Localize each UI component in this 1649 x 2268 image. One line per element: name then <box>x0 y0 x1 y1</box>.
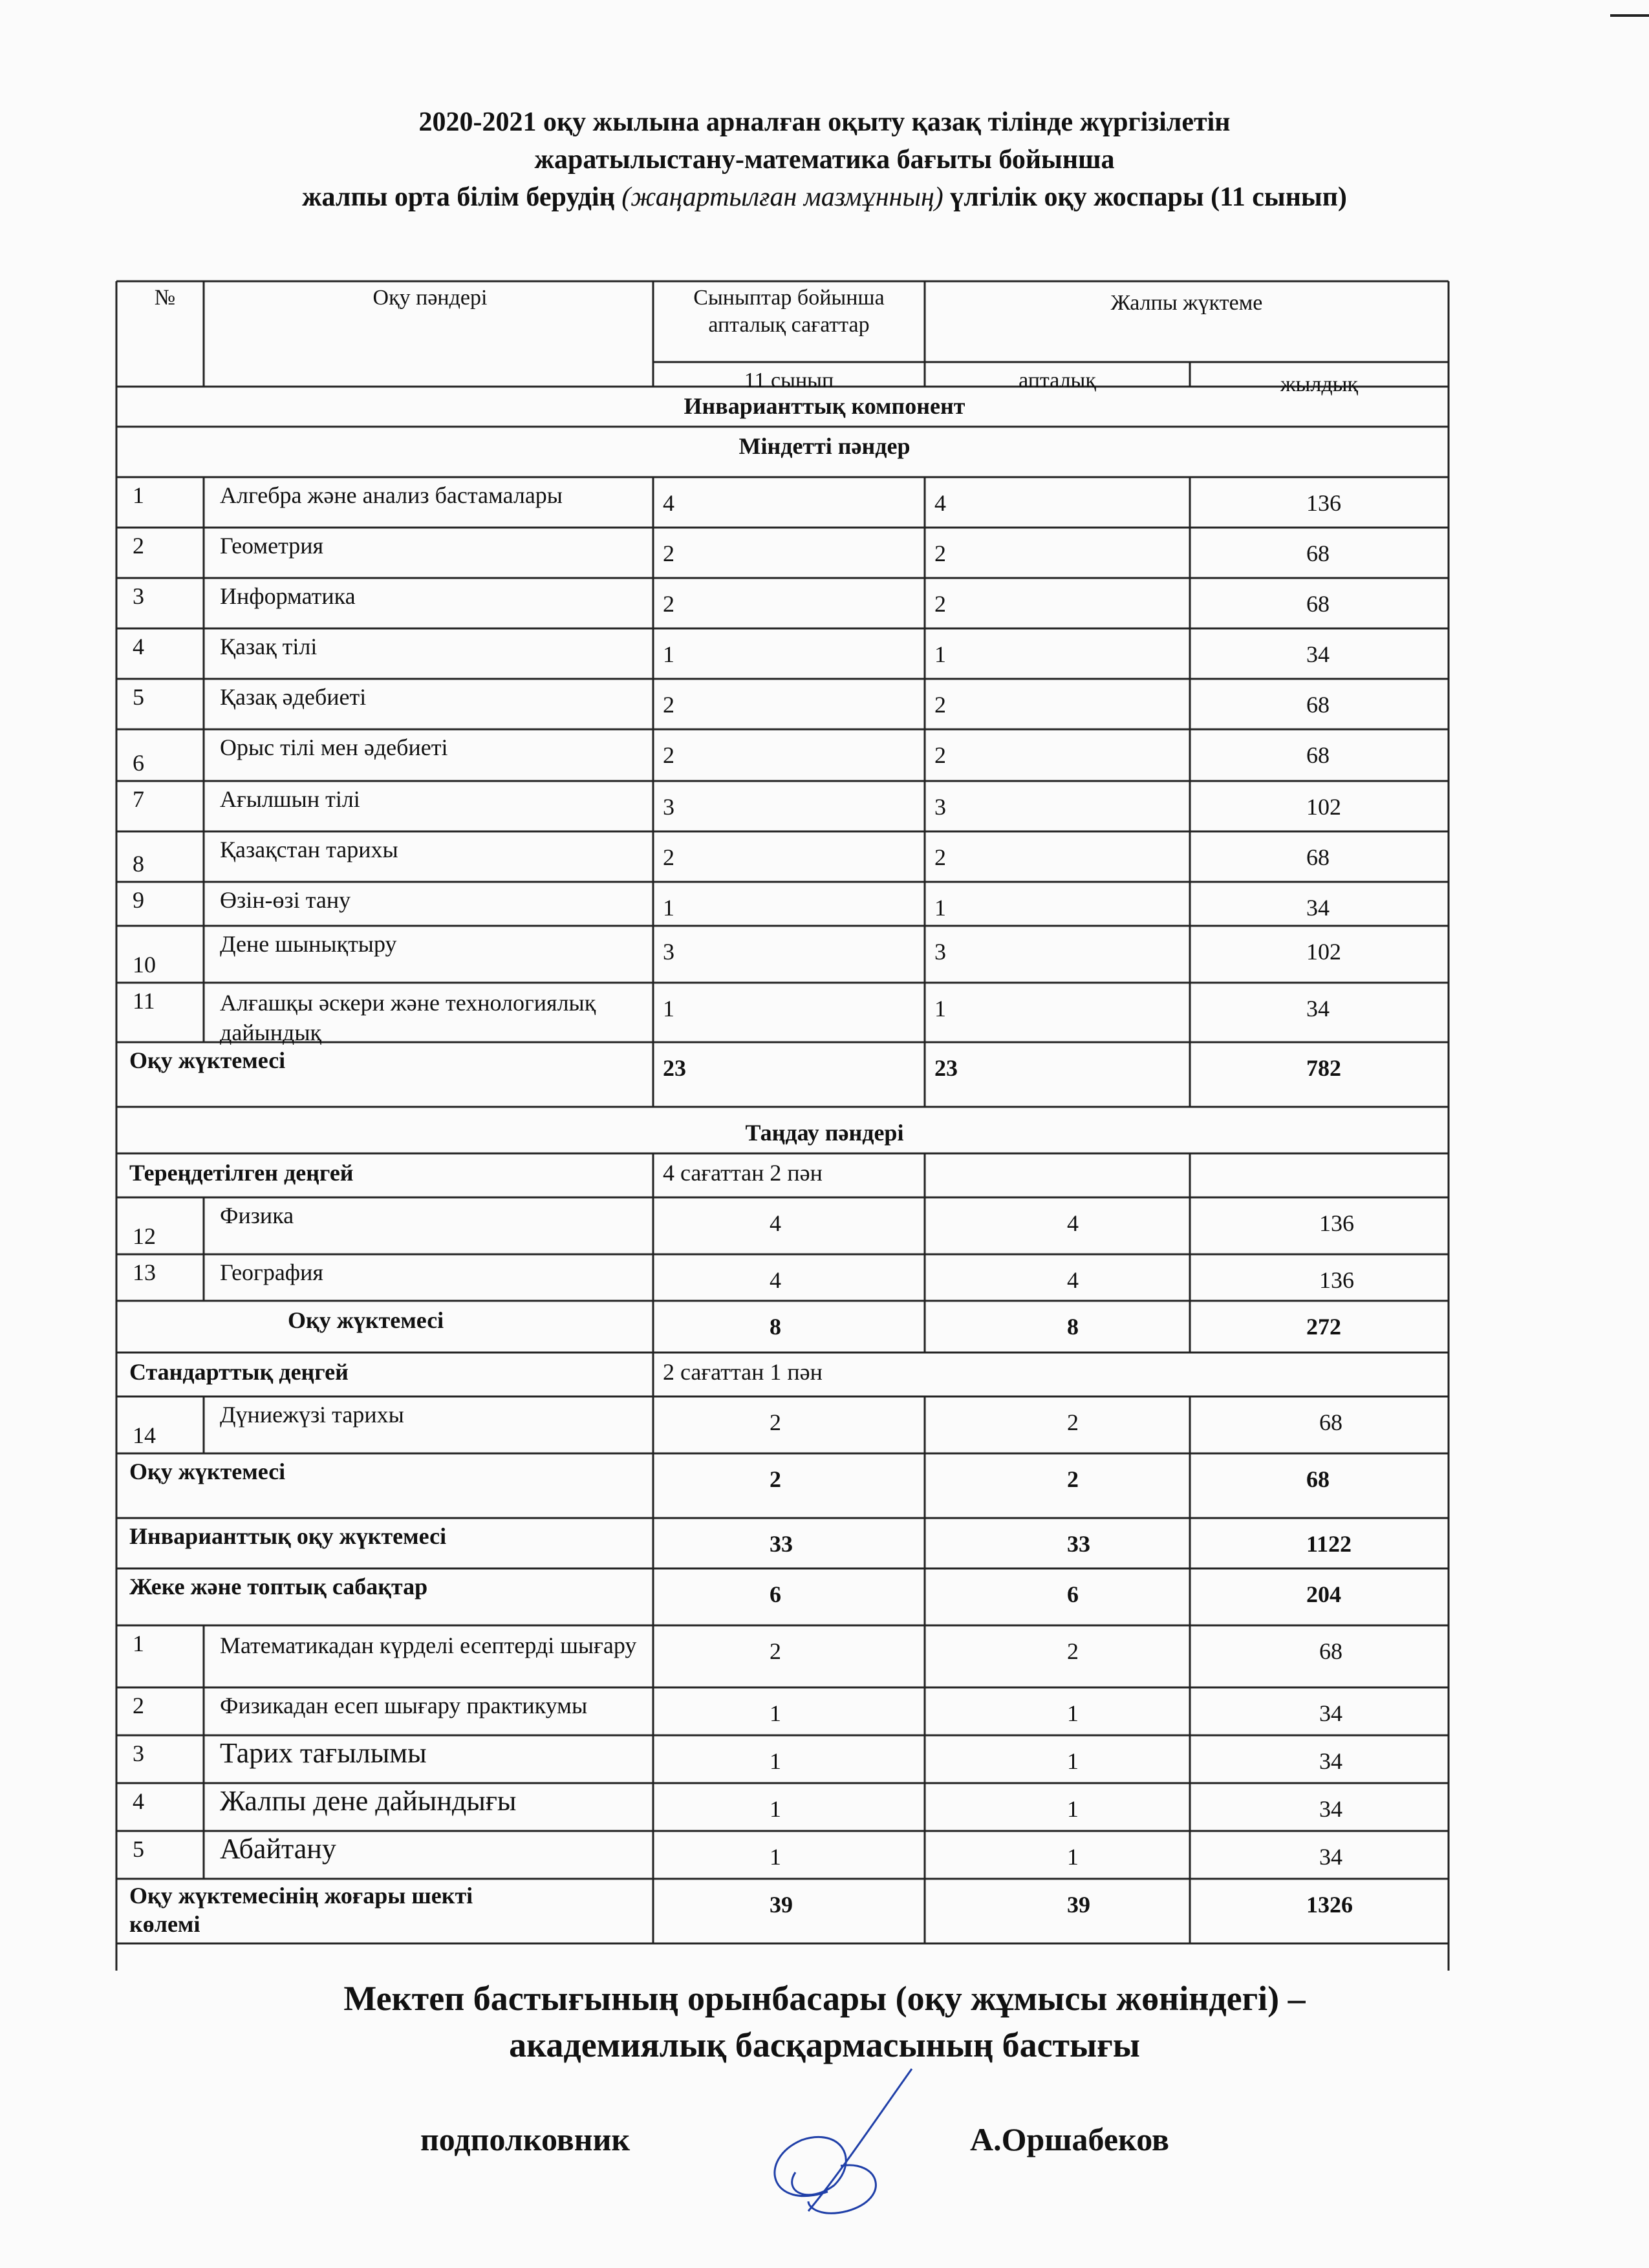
header-class11: 11 сынып <box>744 369 834 392</box>
individual-row-2-yearly: 34 <box>1319 1700 1342 1726</box>
mandatory-row-10-hours: 3 <box>663 939 674 965</box>
mandatory-row-1-name: Алгебра және анализ бастамалары <box>220 482 563 508</box>
title-line-2: жаратылыстану-математика бағыты бойынша <box>534 145 1115 175</box>
max-load-weekly: 39 <box>1067 1892 1090 1918</box>
advanced-row-1-name: Физика <box>220 1203 294 1228</box>
standard-row-1-yearly: 68 <box>1319 1409 1342 1435</box>
individual-row-2-num: 2 <box>133 1693 144 1718</box>
mandatory-row-2-yearly: 68 <box>1306 540 1330 566</box>
mandatory-row-1-yearly: 136 <box>1306 490 1341 516</box>
mandatory-row-1-weekly: 4 <box>934 490 946 516</box>
individual-lessons-label: Жеке және топтық сабақтар <box>129 1574 428 1599</box>
mandatory-row-3-yearly: 68 <box>1306 591 1330 617</box>
load-standard-hours: 2 <box>770 1466 781 1492</box>
individual-row-5-yearly: 34 <box>1319 1844 1342 1870</box>
individual-row-5-weekly: 1 <box>1067 1844 1079 1870</box>
individual-row-3-weekly: 1 <box>1067 1748 1079 1774</box>
advanced-row-2-yearly: 136 <box>1319 1267 1354 1293</box>
max-load-yearly: 1326 <box>1306 1892 1353 1918</box>
load-standard-weekly: 2 <box>1067 1466 1079 1492</box>
individual-row-3-num: 3 <box>133 1740 144 1766</box>
load-mandatory-yearly: 782 <box>1306 1055 1341 1081</box>
mandatory-row-7-yearly: 102 <box>1306 794 1341 820</box>
max-load-label-2: көлемі <box>129 1911 200 1937</box>
mandatory-row-7-hours: 3 <box>663 794 674 820</box>
mandatory-row-3-name: Информатика <box>220 583 356 609</box>
max-load-hours: 39 <box>770 1892 793 1918</box>
mandatory-row-2-num: 2 <box>133 533 144 559</box>
mandatory-row-9-num: 9 <box>133 887 144 913</box>
mandatory-row-6-name: Орыс тілі мен әдебиеті <box>220 734 448 760</box>
advanced-label: Тереңдетілген деңгей <box>129 1160 354 1186</box>
mandatory-row-6-num: 6 <box>133 750 144 776</box>
signatory-rank: подполковник <box>420 2121 630 2157</box>
load-standard-yearly: 68 <box>1306 1466 1330 1492</box>
mandatory-row-9-yearly: 34 <box>1306 895 1330 921</box>
mandatory-row-4-name: Қазақ тілі <box>220 634 318 659</box>
mandatory-row-5-num: 5 <box>133 684 144 710</box>
mandatory-row-8-name: Қазақстан тарихы <box>220 837 398 862</box>
signatory-title <box>0 1975 1649 2068</box>
mandatory-row-6-weekly: 2 <box>934 742 946 768</box>
mandatory-row-1-num: 1 <box>133 482 144 508</box>
header-yearly: жылдық <box>1280 372 1358 396</box>
mandatory-row-9-weekly: 1 <box>934 895 946 921</box>
title-line-3-pre: жалпы орта білім берудің <box>302 182 615 212</box>
advanced-row-2-hours: 4 <box>770 1267 781 1293</box>
advanced-row-1-yearly: 136 <box>1319 1210 1354 1236</box>
signatory-line-2: академиялық басқармасының бастығы <box>509 2026 1140 2064</box>
individual-lessons-hours: 6 <box>770 1581 781 1607</box>
header-weekly-by-class: Сыныптар бойынша апталық сағаттар <box>693 286 885 337</box>
mandatory-row-3-hours: 2 <box>663 591 674 617</box>
load-advanced-label: Оқу жүктемесі <box>288 1307 444 1333</box>
header-total-load: Жалпы жүктеме <box>1110 291 1263 315</box>
signatory-line-1: Мектеп бастығының орынбасары (оқу жұмысы жөніндегі) – <box>343 1979 1306 2018</box>
mandatory-row-7-name: Ағылшын тілі <box>220 786 360 812</box>
individual-row-1-weekly: 2 <box>1067 1638 1079 1664</box>
mandatory-row-11-hours: 1 <box>663 996 674 1022</box>
individual-row-5-hours: 1 <box>770 1844 781 1870</box>
individual-row-3-name: Тарих тағылымы <box>220 1737 427 1769</box>
mandatory-row-2-hours: 2 <box>663 540 674 566</box>
mandatory-row-11-name: Алғашқы әскери және технологиялық дайындық <box>220 990 596 1045</box>
mandatory-row-1-hours: 4 <box>663 490 674 516</box>
advanced-row-1-weekly: 4 <box>1067 1210 1079 1236</box>
individual-row-1-name: Математикадан күрделі есептерді шығару <box>220 1632 637 1658</box>
invariant-load-label: Инварианттық оқу жүктемесі <box>129 1523 447 1549</box>
standard-row-1-hours: 2 <box>770 1409 781 1435</box>
mandatory-row-5-name: Қазақ әдебиеті <box>220 684 367 710</box>
load-advanced-yearly: 272 <box>1306 1314 1341 1340</box>
max-load-label-1: Оқу жүктемесінің жоғары шекті <box>129 1883 473 1909</box>
scan-mark <box>1610 14 1649 17</box>
mandatory-row-4-num: 4 <box>133 634 144 659</box>
mandatory-row-7-weekly: 3 <box>934 794 946 820</box>
standard-row-1-weekly: 2 <box>1067 1409 1079 1435</box>
mandatory-row-11-yearly: 34 <box>1306 996 1330 1022</box>
individual-row-1-yearly: 68 <box>1319 1638 1342 1664</box>
individual-row-3-yearly: 34 <box>1319 1748 1342 1774</box>
individual-row-4-name: Жалпы дене дайындығы <box>220 1785 517 1817</box>
mandatory-row-7-num: 7 <box>133 786 144 812</box>
invariant-load-yearly: 1122 <box>1306 1531 1352 1557</box>
handwritten-signature <box>731 2062 925 2231</box>
section-elective: Таңдау пәндері <box>745 1120 904 1146</box>
mandatory-row-6-hours: 2 <box>663 742 674 768</box>
mandatory-row-5-hours: 2 <box>663 692 674 718</box>
load-mandatory-label: Оқу жүктемесі <box>129 1047 286 1073</box>
document-title <box>0 103 1649 216</box>
section-invariant: Инварианттық компонент <box>684 393 965 419</box>
title-line-3-italic: (жаңартылған мазмұнның) <box>621 182 943 212</box>
standard-note: 2 сағаттан 1 пән <box>663 1359 823 1385</box>
advanced-note: 4 сағаттан 2 пән <box>663 1160 823 1186</box>
individual-row-4-num: 4 <box>133 1788 144 1814</box>
mandatory-row-8-num: 8 <box>133 851 144 877</box>
standard-row-1-num: 14 <box>133 1422 156 1448</box>
header-num: № <box>154 286 176 310</box>
mandatory-row-5-weekly: 2 <box>934 692 946 718</box>
load-advanced-hours: 8 <box>770 1314 781 1340</box>
mandatory-row-4-hours: 1 <box>663 641 674 667</box>
load-mandatory-hours: 23 <box>663 1055 686 1081</box>
individual-row-4-yearly: 34 <box>1319 1796 1342 1822</box>
individual-lessons-yearly: 204 <box>1306 1581 1341 1607</box>
mandatory-row-6-yearly: 68 <box>1306 742 1330 768</box>
individual-lessons-weekly: 6 <box>1067 1581 1079 1607</box>
title-line-3 <box>0 178 1649 216</box>
load-mandatory-weekly: 23 <box>934 1055 958 1081</box>
title-line-1: 2020-2021 оқу жылына арналған оқыту қазақ тілінде жүргізілетін <box>418 107 1231 137</box>
mandatory-row-10-yearly: 102 <box>1306 939 1341 965</box>
mandatory-row-11-num: 11 <box>133 988 155 1014</box>
mandatory-row-4-yearly: 34 <box>1306 641 1330 667</box>
header-weekly: апталық <box>1018 369 1096 392</box>
advanced-row-2-num: 13 <box>133 1259 156 1285</box>
mandatory-row-3-weekly: 2 <box>934 591 946 617</box>
individual-row-4-hours: 1 <box>770 1796 781 1822</box>
mandatory-row-10-name: Дене шынықтыру <box>220 931 397 957</box>
individual-row-4-weekly: 1 <box>1067 1796 1079 1822</box>
mandatory-row-8-weekly: 2 <box>934 844 946 870</box>
individual-row-2-weekly: 1 <box>1067 1700 1079 1726</box>
invariant-load-hours: 33 <box>770 1531 793 1557</box>
mandatory-row-9-name: Өзін-өзі тану <box>220 887 351 913</box>
section-mandatory: Міндетті пәндер <box>738 433 911 459</box>
advanced-row-1-num: 12 <box>133 1223 156 1249</box>
advanced-row-2-name: География <box>220 1259 323 1285</box>
mandatory-row-8-yearly: 68 <box>1306 844 1330 870</box>
advanced-row-2-weekly: 4 <box>1067 1267 1079 1293</box>
mandatory-row-10-num: 10 <box>133 952 156 978</box>
mandatory-row-2-name: Геометрия <box>220 533 324 559</box>
header-subjects: Оқу пәндері <box>372 286 488 310</box>
standard-label: Стандарттық деңгей <box>129 1359 349 1385</box>
load-advanced-weekly: 8 <box>1067 1314 1079 1340</box>
individual-row-5-name: Абайтану <box>220 1833 336 1865</box>
signatory-name: А.Оршабеков <box>970 2121 1169 2157</box>
mandatory-row-10-weekly: 3 <box>934 939 946 965</box>
mandatory-row-11-weekly: 1 <box>934 996 946 1022</box>
standard-row-1-name: Дүниежүзі тарихы <box>220 1402 404 1428</box>
invariant-load-weekly: 33 <box>1067 1531 1090 1557</box>
mandatory-row-5-yearly: 68 <box>1306 692 1330 718</box>
mandatory-row-4-weekly: 1 <box>934 641 946 667</box>
mandatory-row-3-num: 3 <box>133 583 144 609</box>
individual-row-1-hours: 2 <box>770 1638 781 1664</box>
mandatory-row-9-hours: 1 <box>663 895 674 921</box>
advanced-row-1-hours: 4 <box>770 1210 781 1236</box>
individual-row-2-name: Физикадан есеп шығару практикумы <box>220 1693 588 1718</box>
mandatory-row-2-weekly: 2 <box>934 540 946 566</box>
mandatory-row-8-hours: 2 <box>663 844 674 870</box>
individual-row-2-hours: 1 <box>770 1700 781 1726</box>
title-line-3-post: үлгілік оқу жоспары (11 сынып) <box>950 182 1347 212</box>
individual-row-3-hours: 1 <box>770 1748 781 1774</box>
individual-row-1-num: 1 <box>133 1631 144 1656</box>
load-standard-label: Оқу жүктемесі <box>129 1459 286 1484</box>
individual-row-5-num: 5 <box>133 1836 144 1862</box>
